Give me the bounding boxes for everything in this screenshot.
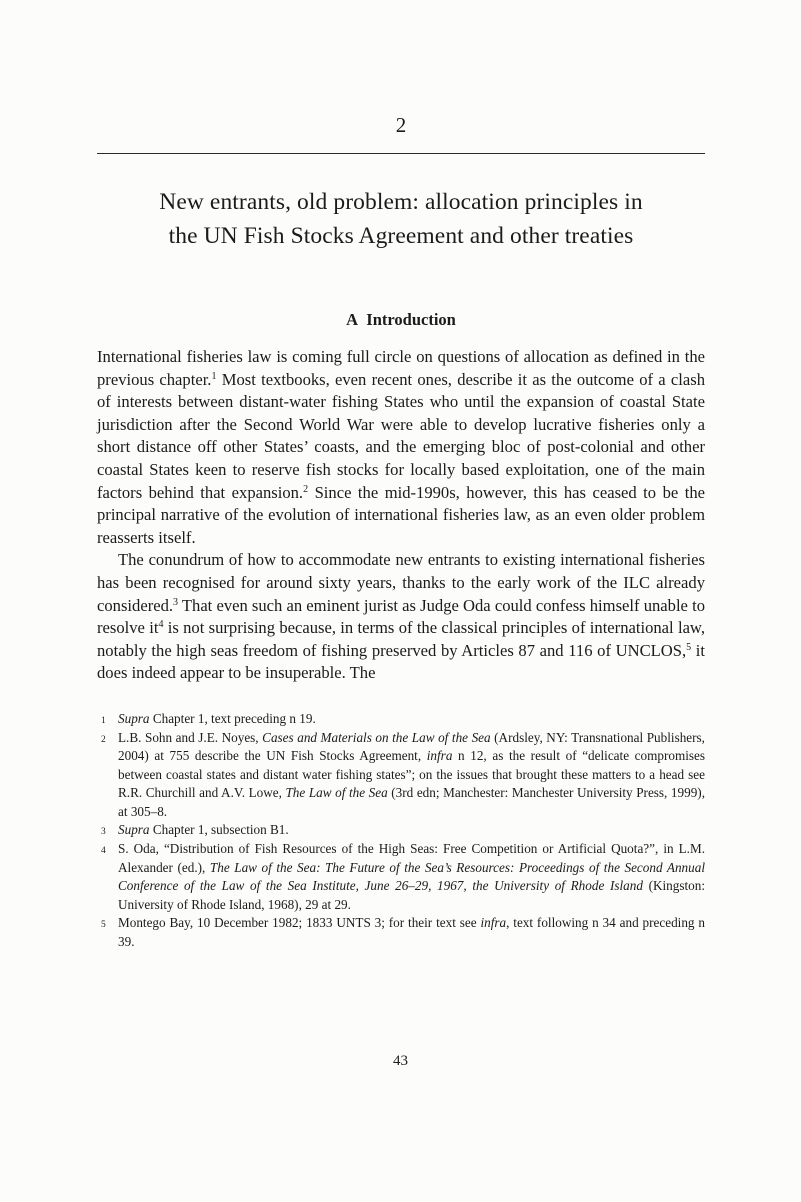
footnote-3: [97, 821, 705, 840]
footnote-2: [97, 729, 705, 822]
chapter-rule: [97, 153, 705, 154]
footnote-5-text: Montego Bay, 10 December 1982; 1833 UNTS 3; for their text see infra, text following n 34 and preceding n 39.: [118, 915, 705, 950]
section-heading: [97, 309, 705, 331]
chapter-number: 2: [395, 113, 407, 137]
chapter-title: [97, 185, 705, 253]
footnote-1-text: Supra Chapter 1, text preceding n 19.: [118, 710, 316, 726]
footnote-3-number: 3: [101, 827, 106, 838]
body-text: [97, 346, 705, 685]
footnote-4-number: 4: [101, 846, 106, 857]
footnote-1-number: 1: [101, 715, 106, 726]
chapter-title-line1: New entrants, old problem: allocation principles in: [159, 189, 643, 215]
footnote-5: [97, 914, 705, 951]
paragraph-1: International fisheries law is coming full circle on questions of allocation as defined in the previous chapter.$^1$ Most textbooks, even recent ones, describe it as the outcome of a clash of interests between distant-water fishing States who until the expansion of coastal State jurisdiction after the Second World War were able to develop lucrative fisheries only a short distance off other States’ coasts, and the emerging bloc of post-colonial and other coastal States keen to reserve fish stocks for locally based exploitation, one of the main factors behind that expansion.$^2$ Since the mid-1990s, however, this has ceased to be the principal narrative of the evolution of international fisheries law, as an even older problem reasserts itself.: [97, 347, 705, 547]
footnote-3-text: Supra Chapter 1, subsection B1.: [118, 822, 289, 838]
footnote-2-number: 2: [101, 734, 106, 745]
footnote-2-text: L.B. Sohn and J.E. Noyes, Cases and Materials on the Law of the Sea (Ardsley, NY: Transnational Publishers, 2004) at 755 describe the UN Fish Stocks Agreement, infra n 12, as the result of “delicate compromises between coastal states and distant water fishing states”; on the issues that brought these matters to a head see R.R. Churchill and A.V. Lowe, The Law of the Sea (3rd edn; Manchester: Manchester University Press, 1999), at 305–8.: [118, 729, 705, 819]
footnote-5-number: 5: [101, 920, 106, 931]
footnote-4: [97, 840, 705, 914]
footnotes: [97, 710, 705, 952]
footnote-4-text: S. Oda, “Distribution of Fish Resources of the High Seas: Free Competition or Artificial Quota?”, in L.M. Alexander (ed.), The Law of the Sea: The Future of the Sea’s Resources: Proceedings of the Second Annual Conference of the Law of the Sea Institute, June 26–29, 1967, the University of Rhode Island (Kingston: University of Rhode Island, 1968), 29 at 29.: [118, 841, 705, 912]
section-letter: A: [346, 310, 359, 329]
chapter-title-line2: the UN Fish Stocks Agreement and other treaties: [168, 223, 634, 249]
section-title: Introduction: [366, 310, 456, 329]
footnote-1: [97, 710, 705, 729]
paragraph-2: The conundrum of how to accommodate new entrants to existing international fisheries has been recognised for around sixty years, thanks to the early work of the ILC already considered.$^3$ That even such an eminent jurist as Judge Oda could confess himself unable to resolve $it^4$ is not surprising because, in terms of the classical principles of international law, notably the high seas freedom of fishing preserved by Articles 87 and 116 of UNCLOS,$^5$ it does indeed appear to be insuperable. The: [97, 550, 705, 683]
page-number: 43: [393, 1053, 408, 1069]
